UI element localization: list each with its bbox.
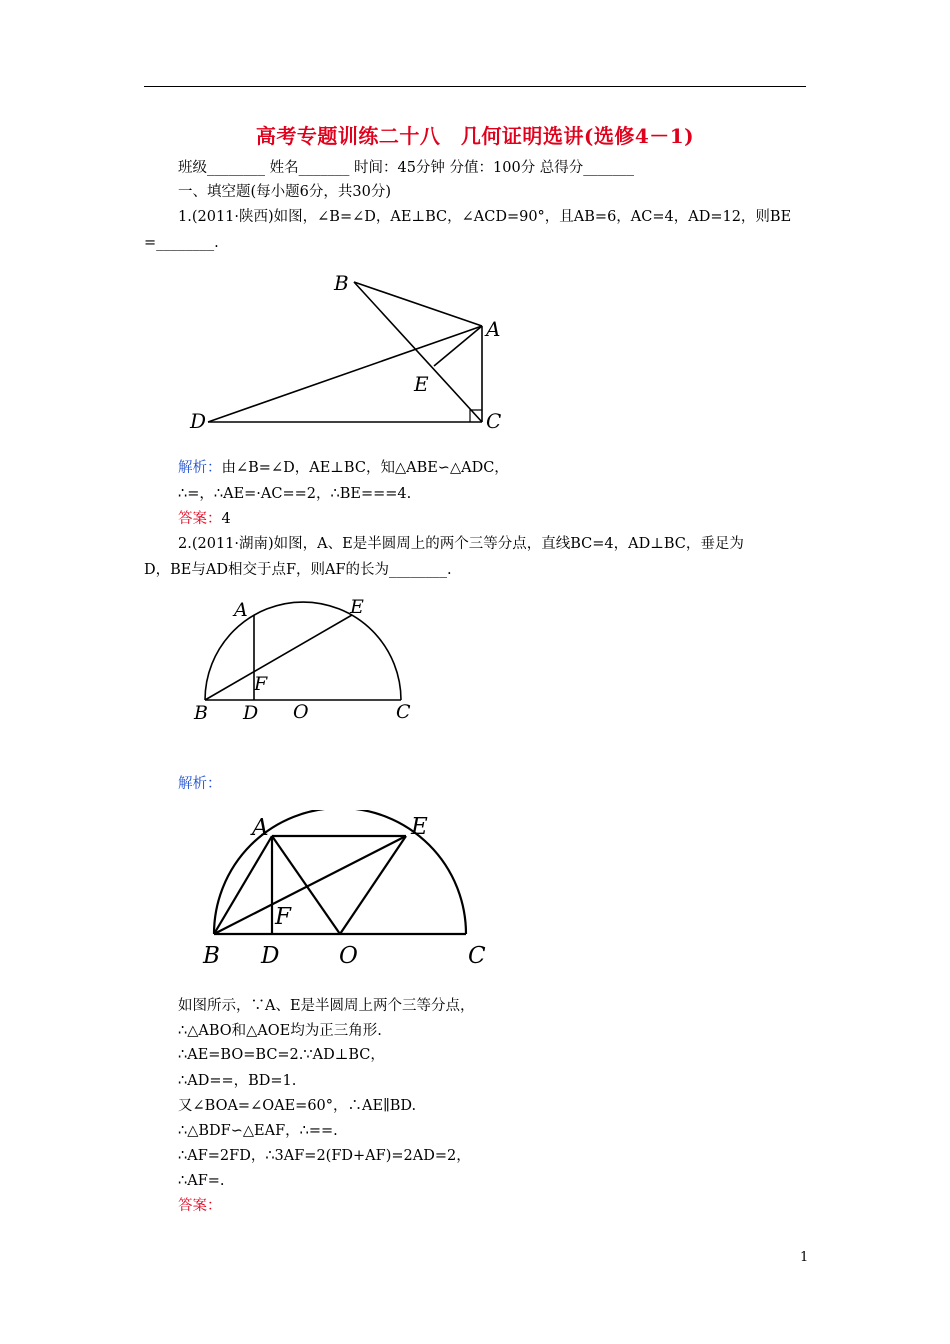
label-B: B [334,271,349,295]
q2-text-line2: D，BE与AD相交于点F，则AF的长为________. [144,562,452,578]
q2-solution-line-2: ∴△ABO和△AOE均为正三角形. [178,1023,382,1039]
q1-text-line1: 1.(2011·陕西)如图，∠B=∠D，AE⊥BC，∠ACD=90°，且AB=6，AC=4，AD=12，则BE [178,209,792,225]
q2-solution-line-7: ∴AF=2FD，∴3AF=2(FD+AF)=2AD=2， [178,1148,471,1164]
section-heading: 一、填空题(每小题6分，共30分) [178,184,391,200]
header-info-line: 班级________ 姓名_______ 时间：45分钟 分值：100分 总得分_______ [178,160,635,176]
q1-text-line2: =________. [144,235,219,251]
label-C: C [468,943,486,969]
q2-solution-line-8: ∴AF=. [178,1173,225,1189]
q1-analysis-text: 由∠B=∠D，AE⊥BC，知△ABE∽△ADC， [221,460,509,476]
q2-solution-figure [195,810,505,975]
segment-BC [354,282,482,422]
label-O: O [339,943,358,969]
q2-figure [190,595,420,745]
label-A: A [252,815,269,841]
q1-analysis-line2: ∴=，∴AE=·AC==2，∴BE===4. [178,486,412,502]
page-number: 1 [800,1250,809,1265]
q2-analysis-label: 解析： [178,776,222,792]
q2-solution-line-3: ∴AE=BO=BC=2.∵AD⊥BC， [178,1047,385,1063]
page-title: 高考专题训练二十八 几何证明选讲(选修4－1) [255,124,695,148]
q2-solution-line-1: 如图所示，∵A、E是半圆周上两个三等分点， [178,998,475,1014]
label-E: E [414,372,429,396]
q1-analysis [178,458,509,478]
q2-answer-label: 答案： [178,1198,222,1214]
label-D: D [243,702,259,724]
label-D: D [190,409,207,433]
q2-solution-line-4: ∴AD==，BD=1. [178,1073,297,1089]
q2-solution-line-6: ∴△BDF∽△EAF，∴==. [178,1123,338,1139]
segment-AE [434,326,482,366]
label-C: C [486,409,502,433]
q2-text-line1: 2.(2011·湖南)如图，A、E是半圆周上的两个三等分点，直线BC=4，AD⊥BC，垂足为 [178,536,744,552]
label-B: B [203,943,220,969]
label-B: B [194,702,208,724]
label-C: C [396,701,411,723]
q1-answer-value: 4 [221,511,231,527]
label-A: A [486,317,501,341]
segment-OE [340,836,406,934]
label-E: E [350,596,364,618]
label-F: F [254,673,268,695]
top-rule [144,86,806,87]
segment-BE [205,615,352,700]
segment-DA [208,326,482,422]
q1-answer-label: 答案： [178,511,222,527]
label-E: E [411,814,428,840]
label-D: D [261,943,280,969]
label-F: F [275,904,291,930]
q1-analysis-label: 解析： [178,460,222,476]
q1-answer [178,509,231,529]
q1-figure [180,262,520,437]
label-O: O [293,701,309,723]
q2-solution-line-5: 又∠BOA=∠OAE=60°，∴AE∥BD. [178,1098,417,1114]
label-A: A [234,599,248,621]
